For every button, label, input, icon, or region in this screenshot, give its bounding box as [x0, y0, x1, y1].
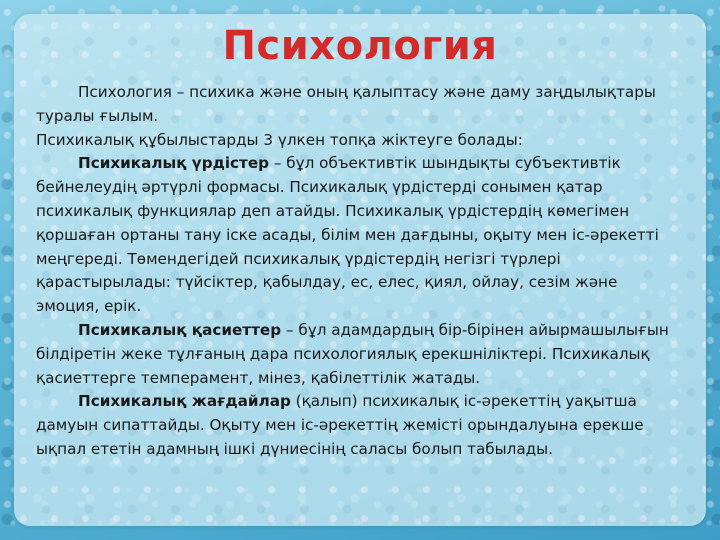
- definition-text: – психика және оның қалыптасу және даму заңдылықтары туралы ғылым.: [36, 83, 656, 125]
- states-text: (қалып) психикалық іс-әрекеттің уақытша дамуын сипаттайды. Оқыту мен іс-әрекеттің жемісті орындалуына ерекше ықпал ететін адамның ішкі дүниесінің саласы болып табылады.: [36, 392, 644, 458]
- processes-text: – бұл объективтік шындықты субъективтік бейнелеудің әртүрлі формасы. Психикалық үрдістерді сонымен қатар психикалық функциялар деп атайды. Психикалық үрдістердің көмегімен қоршаған ортаны тану іске асады, білім мен дағдыны, оқыту мен іс-әрекетті меңгереді. Төмендегідей психикалық үрдістердің негізгі түрлері қарастырылады: түйсіктер, қабылдау, ес, елес, қиял, ойлау, сезім және эмоция, ерік.: [36, 154, 659, 316]
- slide-title: Психология: [222, 23, 498, 69]
- classification-text: Психикалық құбылыстарды 3 үлкен топқа жіктеуге болады:: [36, 130, 523, 149]
- term-properties: Психикалық қасиеттер: [78, 320, 282, 339]
- paragraph-processes: [36, 152, 684, 319]
- paragraph-properties: [36, 319, 684, 390]
- slide-body: [36, 81, 684, 462]
- term-psychology: Психология: [78, 83, 172, 101]
- paragraph-definition: [36, 81, 684, 129]
- term-states: Психикалық жағдайлар: [78, 392, 291, 411]
- paragraph-classification: [36, 129, 684, 153]
- term-processes: Психикалық үрдістер: [78, 154, 270, 173]
- paragraph-states: [36, 390, 684, 461]
- properties-text: – бұл адамдардың бір-бірінен айырмашылығын білдіретін жеке тұлғаның дара психологиялық ерекшніліктері. Психикалық қасиеттерге темперамент, мінез, қабілеттілік жатады.: [36, 320, 669, 387]
